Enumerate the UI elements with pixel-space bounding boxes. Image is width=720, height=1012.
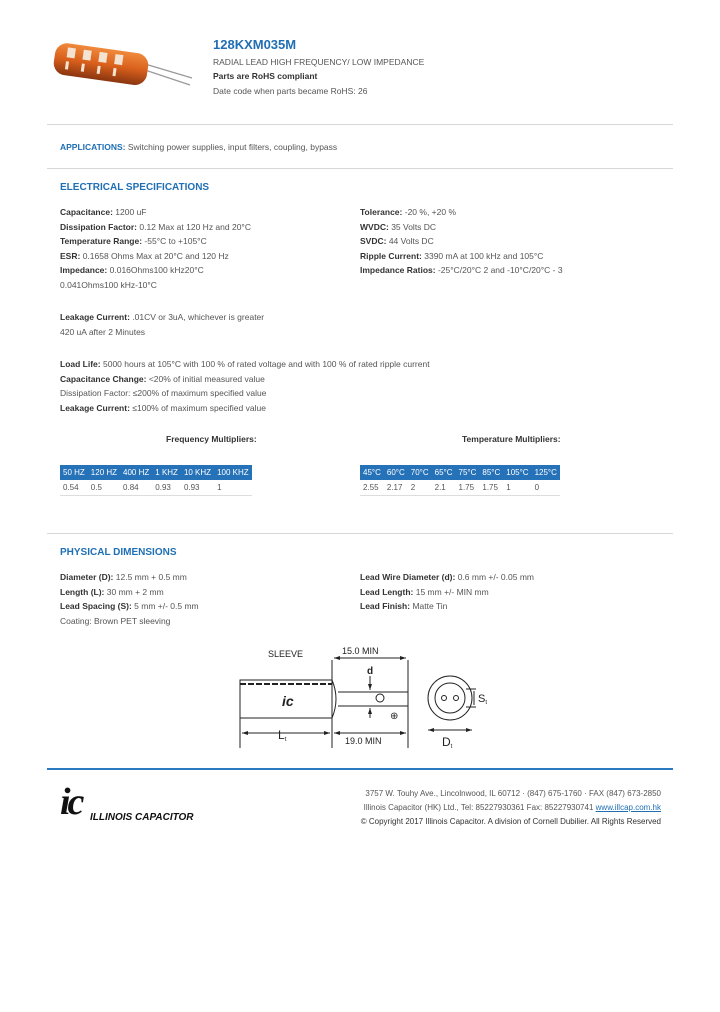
applications-text: Switching power supplies, input filters, coupling, bypass	[127, 142, 338, 152]
table-row	[60, 480, 252, 496]
temperature-multipliers-table	[360, 465, 560, 496]
spec-line: ESR: 0.1658 Ohms Max at 20°C and 120 Hz	[60, 250, 229, 261]
rohs-date-code: Date code when parts became RoHS: 26	[213, 86, 368, 96]
spec-line: Coating: Brown PET sleeving	[60, 615, 171, 626]
spec-line: Capacitance Change: <20% of initial measured value	[60, 373, 265, 384]
sleeve-label: SLEEVE	[268, 649, 304, 659]
spec-line: Dissipation Factor: 0.12 Max at 120 Hz and 20°C	[60, 221, 251, 232]
spec-line: Leakage Current: ≤100% of maximum specified value	[60, 402, 266, 413]
table-cell: 1.75	[456, 480, 480, 496]
table-cell: 0.5	[88, 480, 120, 496]
divider	[47, 533, 673, 534]
table-header-cell: 1 KHZ	[152, 465, 181, 480]
spec-line: Lead Finish: Matte Tin	[360, 601, 448, 611]
applications-label: APPLICATIONS:	[60, 142, 126, 152]
spec-line: Length (L): 30 mm + 2 mm	[60, 586, 164, 597]
hk-line: Illinois Capacitor (HK) Ltd., Tel: 85227930361 Fax: 85227930741 www.illcap.com.hk	[363, 803, 661, 812]
applications	[60, 142, 337, 152]
address-line: 3757 W. Touhy Ave., Lincolnwood, IL 60712 · (847) 675-1760 · FAX (847) 673-2850	[365, 789, 661, 798]
frequency-multipliers-title: Frequency Multipliers:	[166, 434, 257, 444]
table-cell: 2.17	[384, 480, 408, 496]
table-header-cell: 105°C	[503, 465, 531, 480]
svg-text:ic: ic	[282, 693, 294, 709]
lead-diameter-label: d	[367, 666, 374, 677]
divider	[47, 124, 673, 125]
table-cell: 1	[503, 480, 531, 496]
hk-website-link[interactable]: www.illcap.com.hk	[595, 803, 661, 812]
spec-line: SVDC: 44 Volts DC	[360, 236, 434, 246]
table-cell: 2.55	[360, 480, 384, 496]
table-row	[360, 480, 560, 496]
spec-line: Load Life: 5000 hours at 105°C with 100 % of rated voltage and with 100 % of rated ripple current	[60, 359, 430, 369]
table-cell: 0.93	[181, 480, 214, 496]
part-number: 128KXM035M	[213, 37, 297, 52]
table-header-cell: 125°C	[532, 465, 560, 480]
spec-line: Capacitance: 1200 uF	[60, 207, 147, 217]
company-logo	[60, 781, 200, 831]
table-header-cell: 45°C	[360, 465, 384, 480]
dimension-diagram	[230, 640, 500, 755]
table-cell: 0.54	[60, 480, 88, 496]
copyright: © Copyright 2017 Illinois Capacitor. A division of Cornell Dubilier. All Rights Reserved	[360, 817, 661, 826]
table-header-cell: 50 HZ	[60, 465, 88, 480]
table-header-cell: 400 HZ	[120, 465, 152, 480]
table-header-cell: 85°C	[479, 465, 503, 480]
table-header-cell: 65°C	[432, 465, 456, 480]
divider	[47, 168, 673, 169]
table-cell: 0.84	[120, 480, 152, 496]
spec-line: Impedance: 0.016Ohms100 kHz20°C	[60, 265, 204, 275]
table-header-row	[60, 465, 252, 480]
spacing-label: St	[478, 693, 488, 706]
table-cell: 2.1	[432, 480, 456, 496]
table-header-row	[360, 465, 560, 480]
temperature-multipliers-title: Temperature Multipliers:	[462, 434, 561, 444]
spec-line: Lead Length: 15 mm +/- MIN mm	[360, 586, 489, 597]
spec-line: 420 uA after 2 Minutes	[60, 326, 146, 337]
diameter-label: Dt	[442, 735, 453, 750]
lead-offset-min-label: 19.0 MIN	[345, 736, 382, 746]
spec-line: Impedance Ratios: -25°C/20°C 2 and -10°C/20°C - 3	[360, 265, 563, 275]
electrical-title: ELECTRICAL SPECIFICATIONS	[60, 182, 210, 193]
physical-left-specs	[60, 570, 199, 628]
table-cell: 2	[408, 480, 432, 496]
table-header-cell: 70°C	[408, 465, 432, 480]
leakage-specs	[60, 310, 264, 339]
load-life-specs	[60, 357, 430, 415]
product-image	[50, 40, 200, 90]
logo-mark: ic	[60, 781, 82, 823]
spec-line: Diameter (D): 12.5 mm + 0.5 mm	[60, 572, 187, 582]
spec-line: Ripple Current: 3390 mA at 100 kHz and 105°C	[360, 250, 544, 261]
frequency-multipliers-table	[60, 465, 252, 496]
spec-line: 0.041Ohms100 kHz-10°C	[60, 279, 157, 290]
spec-line: Dissipation Factor: ≤200% of maximum specified value	[60, 388, 267, 398]
electrical-right-specs	[360, 205, 563, 278]
table-cell: 0.93	[152, 480, 181, 496]
table-cell: 1.75	[479, 480, 503, 496]
physical-right-specs	[360, 570, 534, 614]
spec-line: Leakage Current: .01CV or 3uA, whichever is greater	[60, 312, 265, 322]
spec-line: Lead Wire Diameter (d): 0.6 mm +/- 0.05 mm	[360, 572, 535, 582]
footer-info	[361, 787, 661, 829]
part-description: RADIAL LEAD HIGH FREQUENCY/ LOW IMPEDANCE	[213, 57, 425, 67]
length-label: Lt	[278, 728, 287, 743]
table-header-cell: 60°C	[384, 465, 408, 480]
physical-title: PHYSICAL DIMENSIONS	[60, 547, 177, 558]
table-header-cell: 100 KHZ	[214, 465, 252, 480]
table-cell: 0	[532, 480, 560, 496]
table-header-cell: 120 HZ	[88, 465, 120, 480]
electrical-left-specs	[60, 205, 251, 292]
rohs-status: Parts are RoHS compliant	[213, 71, 318, 81]
table-cell: 1	[214, 480, 252, 496]
logo-text: ILLINOIS CAPACITOR	[90, 812, 194, 823]
plus-symbol: ⊕	[390, 711, 399, 722]
spec-line: Temperature Range: -55°C to +105°C	[60, 236, 207, 246]
lead-length-min-label: 15.0 MIN	[342, 646, 379, 656]
spec-line: Tolerance: -20 %, +20 %	[360, 207, 456, 217]
table-header-cell: 75°C	[456, 465, 480, 480]
table-header-cell: 10 KHZ	[181, 465, 214, 480]
spec-line: Lead Spacing (S): 5 mm +/- 0.5 mm	[60, 601, 199, 611]
spec-line: WVDC: 35 Volts DC	[360, 221, 437, 232]
footer-divider	[47, 768, 673, 770]
